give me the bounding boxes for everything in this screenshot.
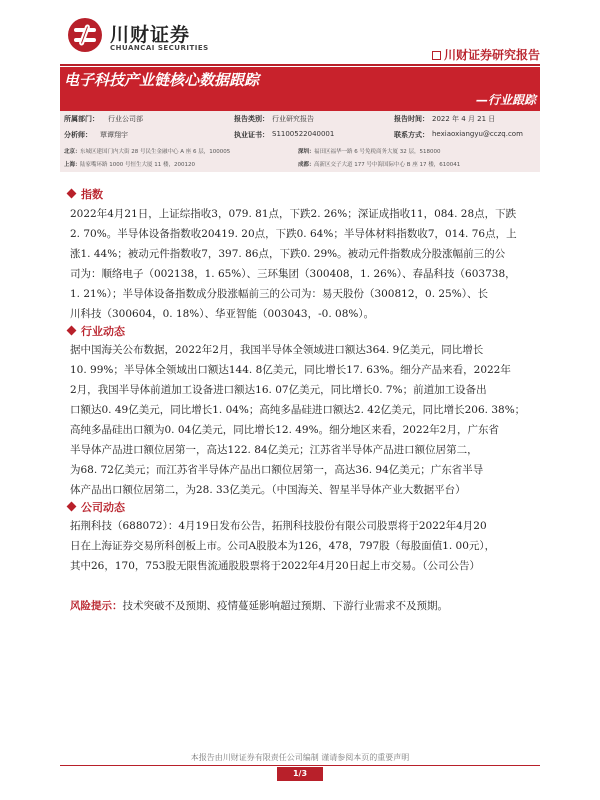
addr-sz: 福田区福华一路 6 号免税商务大厦 32 层，518000	[314, 149, 441, 155]
report-title: 电子科技产业链核心数据跟踪	[64, 71, 260, 89]
risk-warning	[70, 598, 448, 613]
text-line: 1. 21%）；半导体设备指数成分股涨幅前三的公司为：易天股份（300812，0. 25%）、长	[70, 288, 488, 300]
report-header	[60, 8, 540, 66]
text-line: 为68. 72亿美元；而江苏省半导体产品出口额位居第一，高达36. 94亿美元；广东省半导	[70, 464, 484, 476]
report-meta	[60, 111, 540, 172]
text-line: 2. 70%。半导体设备指数收20419. 20点，下跌0. 64%；半导体材料指数收7，014. 76点，上	[70, 228, 517, 240]
addr-sz-label: 深圳：	[298, 149, 315, 155]
email-value: hexiaoxiangyu@cczq.com	[432, 130, 523, 138]
dept-label: 所属部门：	[64, 115, 99, 123]
footer-divider	[60, 765, 540, 766]
addr-sh: 陆家嘴环路 1000 号恒生大厦 11 楼，200120	[80, 162, 195, 168]
text-line: 口额达0. 49亿美元，同比增长1. 04%；高纯多晶硅进口额达2. 42亿美元，同比增长206. 38%；	[70, 404, 526, 416]
text-line: 日在上海证券交易所科创板上市。公司A股股本为126，478，797股（每股面值1. 00元），	[70, 540, 496, 552]
text-line: 川科技（300604，0. 18%）、华亚智能（003043，-0. 08%）。	[70, 308, 375, 320]
text-line: 涨1. 44%；被动元件指数收7，397. 86点，下跌0. 29%。被动元件指数成分股涨幅前三的公	[70, 248, 506, 260]
meta-row-1	[60, 111, 540, 125]
text-line: 高纯多晶硅出口额为0. 04亿美元，同比增长12. 49%。细分地区来看，2022年2月，广东省	[70, 424, 499, 436]
text-line: 2022年4月21日，上证综指收3，079. 81点，下跌2. 26%；深证成指收11，084. 28点，下跌	[70, 208, 517, 220]
header-divider	[60, 64, 540, 66]
section-body-industry	[70, 340, 540, 500]
risk-label: 风险提示：	[70, 600, 123, 612]
brand-name-english: CHUANCAI SECURITIES	[110, 44, 209, 52]
dept-value: 行业公司部	[108, 115, 143, 123]
cert-value: S1100522040001	[272, 130, 335, 138]
addr-bj-label: 北京：	[64, 149, 81, 155]
risk-text: 技术突破不及预期、疫情蔓延影响超过预期、下游行业需求不及预期。	[122, 600, 448, 612]
text-line: 10. 99%；半导体全领域出口额达144. 8亿美元，同比增长17. 63%。细分产品来看，2022年	[70, 364, 511, 376]
diamond-bullet-icon	[67, 326, 77, 336]
box-icon	[432, 51, 441, 60]
category-label: 报告类别：	[234, 115, 269, 123]
addr-cd-label: 成都：	[298, 162, 315, 168]
report-subtitle: —行业跟踪	[475, 93, 536, 107]
email-label: 联系方式：	[394, 131, 429, 139]
diamond-bullet-icon	[67, 502, 77, 512]
text-line: 半导体产品进口额位居第一，高达122. 84亿美元；江苏省半导体产品进口额位居第二，	[70, 444, 478, 456]
section-body-index	[70, 204, 540, 324]
analyst-label: 分析师：	[64, 131, 92, 139]
text-line: 2月，我国半导体前道加工设备进口额达16. 07亿美元，同比增长0. 7%；前道加工设备出	[70, 384, 487, 396]
address-row-2	[60, 158, 540, 170]
meta-row-2	[60, 127, 540, 141]
text-line: 体产品出口额位居第二，为28. 33亿美元。（中国海关、智星半导体产业大数据平台）	[70, 484, 466, 496]
title-banner	[60, 67, 540, 111]
section-heading-company: 公司动态	[68, 499, 125, 515]
chuancai-logo-icon	[68, 18, 102, 52]
text-line: 拓荆科技（688072）：4月19日发布公告，拓荆科技股份有限公司股票将于2022年4月20	[70, 520, 487, 532]
section-heading-index: 指数	[68, 186, 103, 202]
time-label: 报告时间：	[394, 115, 429, 123]
page-number: 1/3	[277, 767, 323, 781]
brand-name: 川财证券	[110, 24, 191, 46]
section-heading-industry: 行业动态	[68, 323, 125, 339]
addr-cd: 高新区交子大道 177 号中海国际中心 B 座 17 楼，610041	[314, 162, 461, 168]
addr-sh-label: 上海：	[64, 162, 81, 168]
text-line: 据中国海关公布数据，2022年2月，我国半导体全领域进口额达364. 9亿美元，同比增长	[70, 344, 484, 356]
category-value: 行业研究报告	[272, 115, 314, 123]
time-value: 2022 年 4 月 21 日	[432, 115, 496, 123]
address-row-1	[60, 145, 540, 157]
diamond-bullet-icon	[67, 189, 77, 199]
report-type-label: 川财证券研究报告	[432, 46, 540, 63]
section-body-company	[70, 516, 540, 576]
addr-bj: 东城区建国门内大街 28 号民生金融中心 A 座 6 层，100005	[80, 149, 231, 155]
text-line: 司为：顺络电子（002138，1. 65%）、三环集团（300408，1. 26%）、春晶科技（603738，	[70, 268, 516, 280]
footer-disclaimer: 本报告由川财证券有限责任公司编制 谨请参阅本页的重要声明	[190, 753, 410, 762]
analyst-value: 覃谭翔宇	[100, 131, 128, 139]
cert-label: 执业证书：	[234, 131, 269, 139]
text-line: 其中26，170，753股无限售流通股股票将于2022年4月20日起上市交易。（公司公告）	[70, 560, 480, 572]
